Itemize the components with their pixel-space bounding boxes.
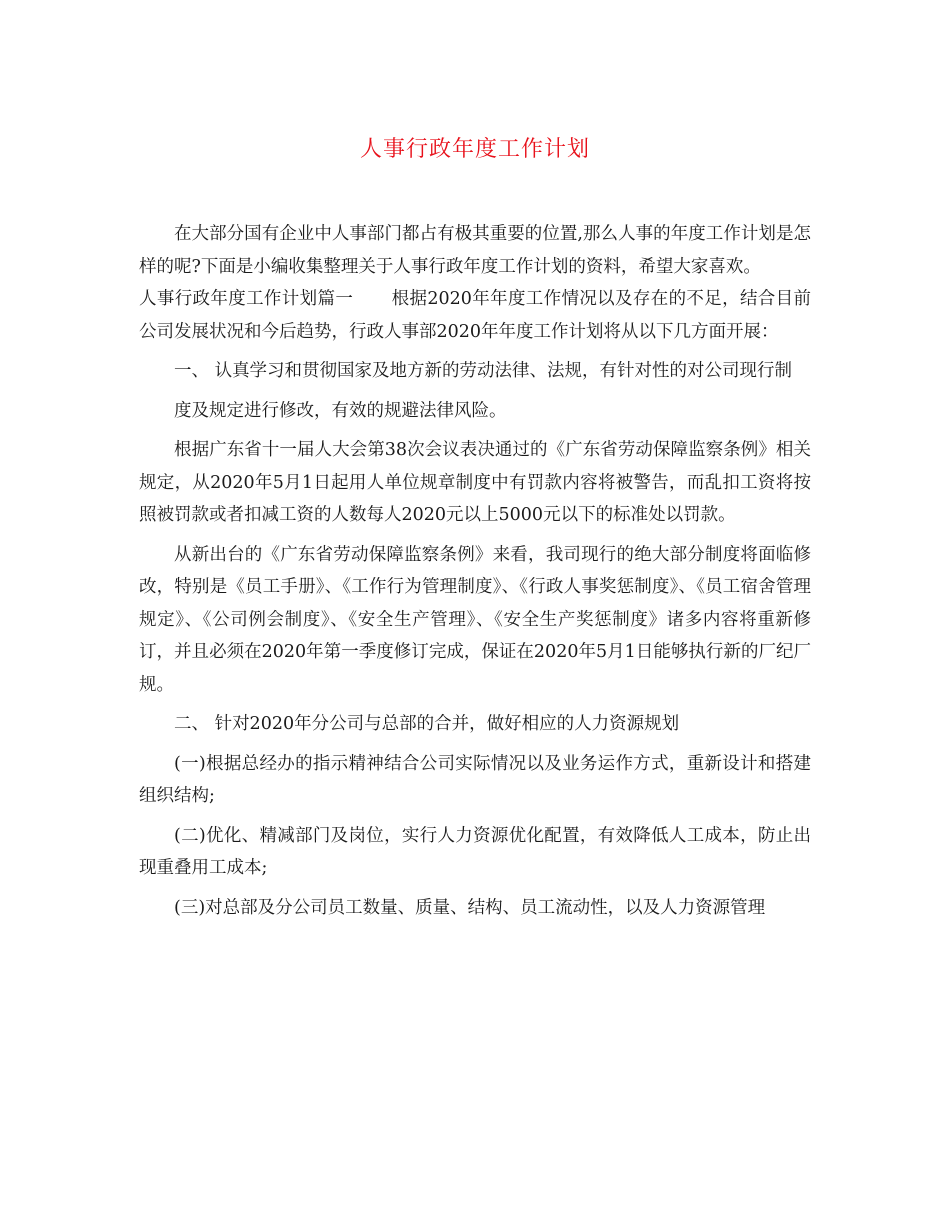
section-heading: 人事行政年度工作计划篇一 <box>139 289 354 309</box>
section-lead-text: 根据2020年年度工作情况以及存在的不足，结合目前公司发展状况和今后趋势，行政人事部2020年年度工作计划将从以下几方面开展： <box>139 289 811 342</box>
document-body <box>139 218 811 924</box>
sub-item-three: (三)对总部及分公司员工数量、质量、结构、员工流动性，以及人力资源管理 <box>174 897 766 918</box>
item-two-heading: 二、 针对2020年分公司与总部的合并，做好相应的人力资源规划 <box>174 714 680 734</box>
sub-item-one: (一)根据总经办的指示精神结合公司实际情况以及业务运作方式，重新设计和搭建组织结构; <box>139 753 811 806</box>
regulation-paragraph: 根据广东省十一届人大会第38次会议表决通过的《广东省劳动保障监察条例》相关规定，从2020年5月1日起用人单位规章制度中有罚款内容将被警告，而乱扣工资将按照被罚款或者扣减工资的人数每人2020元以上5000元以下的标准处以罚款。 <box>139 440 811 525</box>
item-one-heading: 一、 认真学习和贯彻国家及地方新的劳动法律、法规，有针对性的对公司现行制 <box>174 361 793 381</box>
revision-paragraph: 从新出台的《广东省劳动保障监察条例》来看，我司现行的绝大部分制度将面临修改，特别是《员工手册》、《工作行为管理制度》、《行政人事奖惩制度》、《员工宿舍管理规定》、《公司例会制度》、《安全生产管理》、《安全生产奖惩制度》诸多内容将重新修订，并且必须在2020年第一季度修订完成，保证在2020年5月1日能够执行新的厂纪厂规。 <box>139 544 811 695</box>
intro-paragraph: 在大部分国有企业中人事部门都占有极其重要的位置,那么人事的年度工作计划是怎样的呢?下面是小编收集整理关于人事行政年度工作计划的资料，希望大家喜欢。 <box>139 224 811 277</box>
item-one-continuation: 度及规定进行修改，有效的规避法律风险。 <box>174 400 507 421</box>
sub-item-two: (二)优化、精减部门及岗位，实行人力资源优化配置，有效降低人工成本，防止出现重叠用工成本; <box>139 825 811 878</box>
document-title: 人事行政年度工作计划 <box>359 137 590 162</box>
section-paragraph <box>139 283 811 348</box>
